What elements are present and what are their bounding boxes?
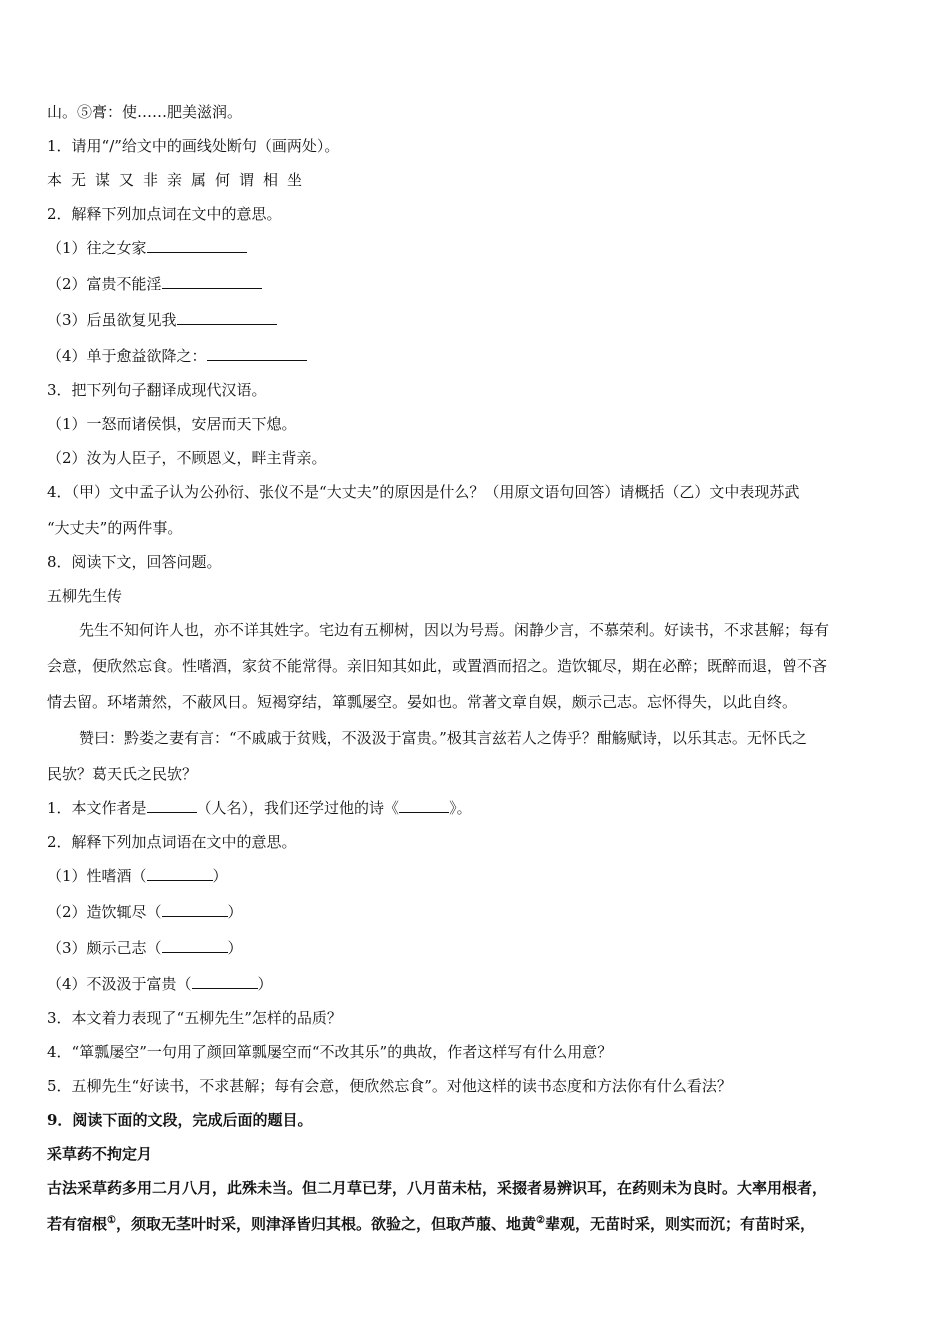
passage-line: 赞曰：黔娄之妻有言：“不戚戚于贫贱，不汲汲于富贵。”极其言兹若人之俦乎？酣觞赋诗，以乐其志。无怀氏之 [79,729,807,747]
sub-question: （1）性嗜酒（ ） [47,867,228,885]
q8-4: 4．“箪瓢屡空”一句用了颜回箪瓢屡空而“不改其乐”的典故，作者这样写有什么用意？ [47,1043,613,1061]
question-9-heading: 9．阅读下面的文段，完成后面的题目。 [47,1111,313,1129]
q8-5: 5．五柳先生“好读书，不求甚解；每有会意，便欣然忘食”。对他这样的读书态度和方法你有什么看法？ [47,1077,732,1095]
passage-line: 若有宿根①，须取无茎叶时采，则津泽皆归其根。欲验之，但取芦菔、地黄②辈观，无苗时采，则实而沉；有苗时采， [47,1215,815,1233]
question-8-heading: 8．阅读下文，回答问题。 [47,553,222,571]
answer-blank[interactable] [207,345,307,361]
sub-question: （3）后虽欲复见我 [47,309,277,331]
footnote-marker: ② [536,1215,545,1226]
sub-question: （4）不汲汲于富贵（ ） [47,975,273,993]
sub-question: （2）富贵不能淫 [47,273,262,295]
punctuation-sentence: 本无谋又非亲属何谓相坐 [47,171,312,189]
sub-question: （1）一怒而诸侯惧，安居而天下熄。 [47,415,297,433]
answer-blank[interactable] [147,237,247,253]
question-4-continued: “大丈夫”的两件事。 [47,519,183,537]
answer-blank[interactable] [162,901,228,917]
passage-title: 采草药不拘定月 [47,1145,153,1163]
q8-3: 3．本文着力表现了“五柳先生”怎样的品质？ [47,1009,342,1027]
sub-question: （2）汝为人臣子，不顾恩义，畔主背亲。 [47,449,327,467]
passage-line: 会意，便欣然忘食。性嗜酒，家贫不能常得。亲旧知其如此，或置酒而招之。造饮辄尽，期在必醉；既醉而退，曾不吝 [47,657,828,675]
answer-blank[interactable] [162,273,262,289]
answer-blank[interactable] [147,865,213,881]
sub-question: （1）往之女家 [47,237,247,259]
author-blank[interactable] [147,797,197,813]
footnote-line: 山。⑤膏：使……肥美滋润。 [47,103,243,121]
answer-blank[interactable] [192,973,258,989]
sub-question: （2）造饮辄尽（ ） [47,903,243,921]
question-1-punctuate: 1．请用“/”给文中的画线处断句（画两处）。 [47,137,340,155]
footnote-marker: ① [107,1215,116,1226]
poem-blank[interactable] [399,797,449,813]
passage-line: 古法采草药多用二月八月，此殊未当。但二月草已芽，八月苗未枯，采掇者易辨识耳，在药则未为良时。大率用根者， [47,1179,828,1197]
answer-blank[interactable] [177,309,277,325]
question-3-translate: 3．把下列句子翻译成现代汉语。 [47,381,267,399]
passage-line: 情去留。环堵萧然，不蔽风日。短褐穿结，箪瓢屡空。晏如也。常著文章自娱，颇示己志。忘怀得失，以此自终。 [47,693,798,711]
sub-question: （4）单于愈益欲降之： [47,345,307,367]
passage-line: 先生不知何许人也，亦不详其姓字。宅边有五柳树，因以为号焉。闲静少言，不慕荣利。好读书，不求甚解；每有 [79,621,830,639]
question-2-explain: 2．解释下列加点词在文中的意思。 [47,205,282,223]
q8-1: 1．本文作者是 （人名），我们还学过他的诗《 》。 [47,799,472,817]
passage-line: 民欤？葛天氏之民欤？ [47,765,198,783]
sub-question: （3）颇示己志（ ） [47,939,243,957]
answer-blank[interactable] [162,937,228,953]
passage-title: 五柳先生传 [47,587,123,605]
question-4: 4．（甲）文中孟子认为公孙衍、张仪不是“大丈夫”的原因是什么？（用原文语句回答）请概括（乙）文中表现苏武 [47,483,800,501]
q8-2: 2．解释下列加点词语在文中的意思。 [47,833,297,851]
